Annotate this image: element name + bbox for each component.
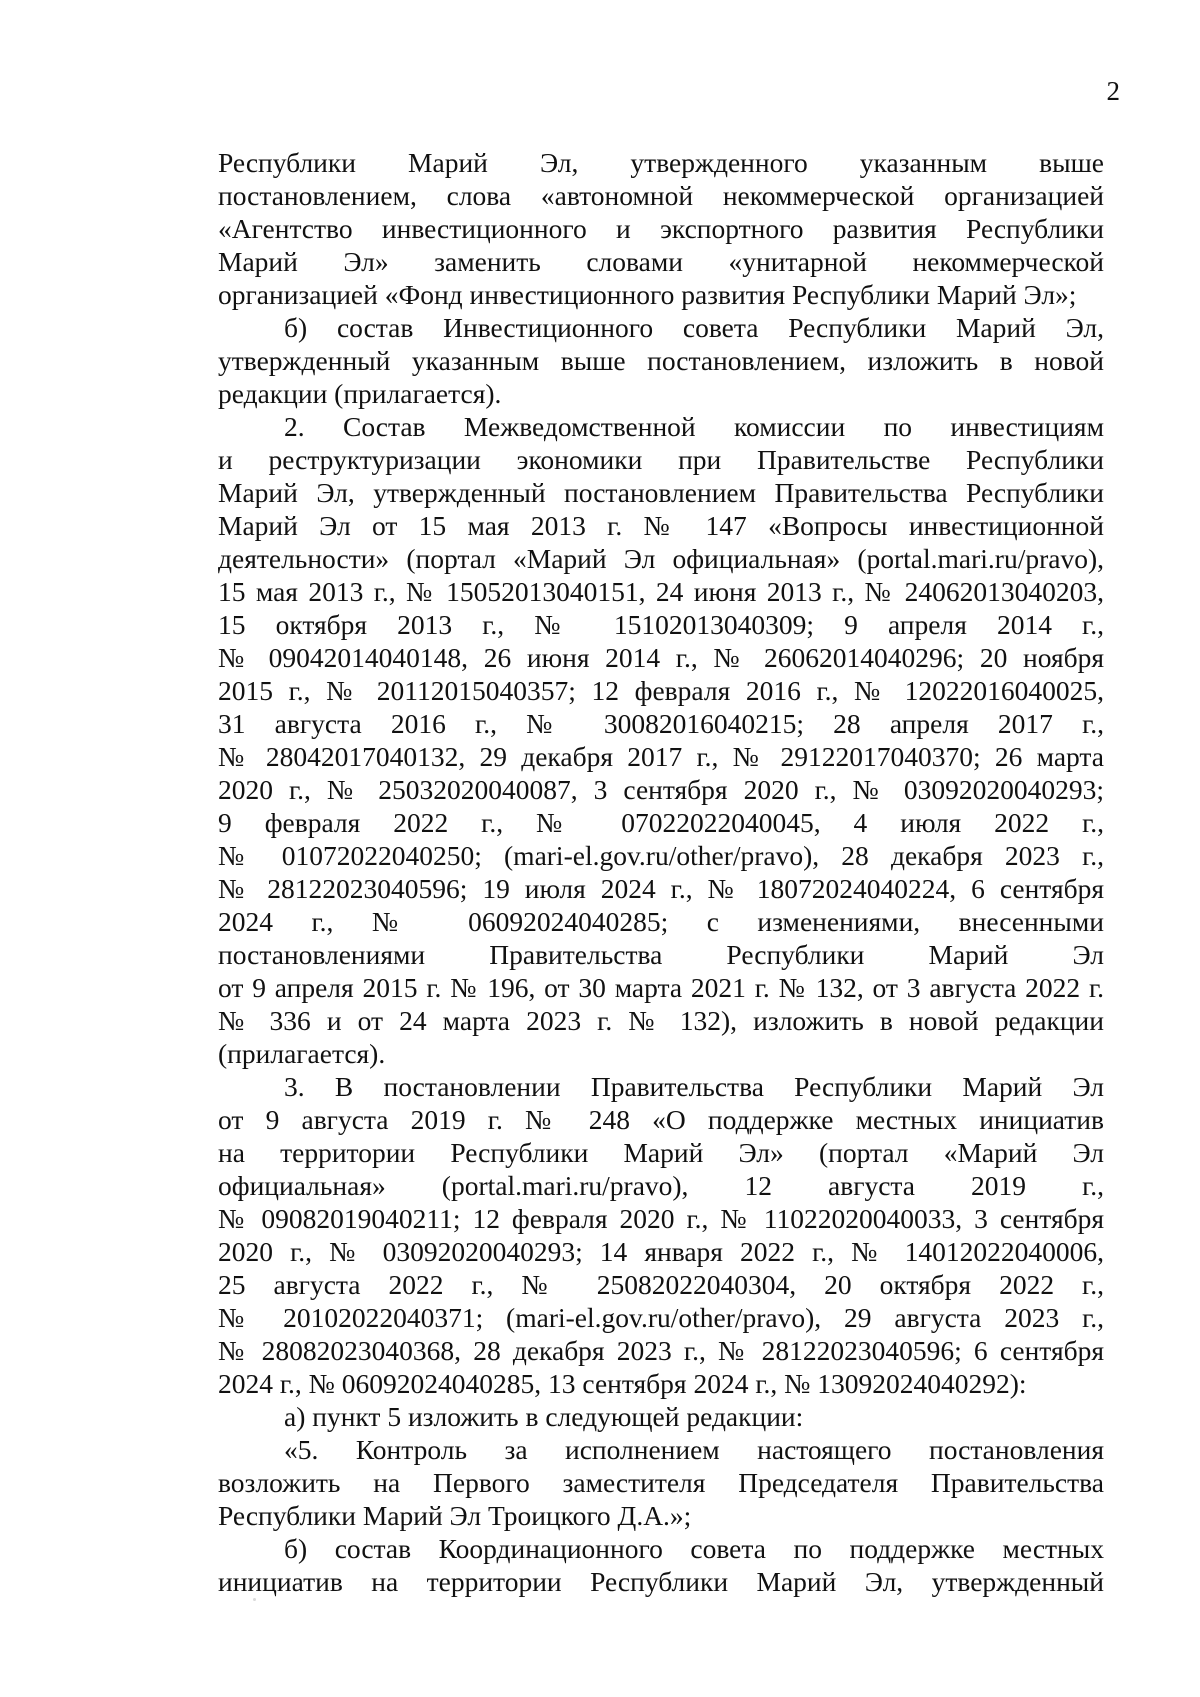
text-line: возложить на Первого заместителя Председателя Правительства xyxy=(218,1467,1104,1498)
text-line: № 28042017040132, 29 декабря 2017 г., № 29122017040370; 26 марта xyxy=(218,741,1104,772)
text-line: официальная» (portal.mari.ru/pravo), 12 августа 2019 г., xyxy=(218,1170,1104,1201)
text-line: Марий Эл» заменить словами «унитарной некоммерческой xyxy=(218,246,1104,277)
scan-speck xyxy=(253,1598,256,1601)
text-line: б) состав Координационного совета по поддержке местных xyxy=(284,1533,1104,1564)
text-line: Республики Марий Эл, утвержденного указанным выше xyxy=(218,147,1104,178)
text-line: № 28082023040368, 28 декабря 2023 г., № 28122023040596; 6 сентября xyxy=(218,1335,1104,1366)
document-body xyxy=(218,146,1104,1598)
text-line: Марий Эл от 15 мая 2013 г. № 147 «Вопросы инвестиционной xyxy=(218,510,1104,541)
text-line: 2024 г., № 06092024040285, 13 сентября 2024 г., № 13092024040292): xyxy=(218,1368,1027,1399)
text-line: № 28122023040596; 19 июля 2024 г., № 18072024040224, 6 сентября xyxy=(218,873,1104,904)
text-line: № 336 и от 24 марта 2023 г. № 132), изложить в новой редакции xyxy=(218,1005,1104,1036)
page-number: 2 xyxy=(1106,76,1120,106)
text-line: (прилагается). xyxy=(218,1038,386,1069)
text-line: 3. В постановлении Правительства Республики Марий Эл xyxy=(284,1071,1104,1102)
text-line: организацией «Фонд инвестиционного развития Республики Марий Эл»; xyxy=(218,279,1077,310)
text-line: № 09042014040148, 26 июня 2014 г., № 26062014040296; 20 ноября xyxy=(218,642,1104,673)
text-line: 25 августа 2022 г., № 25082022040304, 20 октября 2022 г., xyxy=(218,1269,1104,1300)
text-line: постановлениями Правительства Республики Марий Эл xyxy=(218,939,1104,970)
text-line: постановлением, слова «автономной некоммерческой организацией xyxy=(218,180,1104,211)
text-line: Марий Эл, утвержденный постановлением Правительства Республики xyxy=(218,477,1104,508)
text-line: б) состав Инвестиционного совета Республики Марий Эл, xyxy=(284,312,1104,343)
text-line: 2024 г., № 06092024040285; с изменениями, внесенными xyxy=(218,906,1104,937)
text-line: Республики Марий Эл Троицкого Д.А.»; xyxy=(218,1500,692,1531)
text-line: 15 октября 2013 г., № 15102013040309; 9 апреля 2014 г., xyxy=(218,609,1104,640)
text-line: «Агентство инвестиционного и экспортного развития Республики xyxy=(218,213,1104,244)
text-line: от 9 апреля 2015 г. № 196, от 30 марта 2021 г. № 132, от 3 августа 2022 г. xyxy=(218,972,1104,1003)
text-line: от 9 августа 2019 г. № 248 «О поддержке местных инициатив xyxy=(218,1104,1104,1135)
text-line: № 20102022040371; (mari-el.gov.ru/other/pravo), 29 августа 2023 г., xyxy=(218,1302,1104,1333)
text-line: «5. Контроль за исполнением настоящего постановления xyxy=(284,1434,1104,1465)
text-line: 2. Состав Межведомственной комиссии по инвестициям xyxy=(284,411,1104,442)
text-line: 2020 г., № 25032020040087, 3 сентября 2020 г., № 03092020040293; xyxy=(218,774,1104,805)
text-line: деятельности» (портал «Марий Эл официальная» (portal.mari.ru/pravo), xyxy=(218,543,1104,574)
text-line: на территории Республики Марий Эл» (портал «Марий Эл xyxy=(218,1137,1104,1168)
text-line: 2020 г., № 03092020040293; 14 января 2022 г., № 14012022040006, xyxy=(218,1236,1104,1267)
text-line: № 01072022040250; (mari-el.gov.ru/other/pravo), 28 декабря 2023 г., xyxy=(218,840,1104,871)
text-line: редакции (прилагается). xyxy=(218,378,502,409)
text-line: 9 февраля 2022 г., № 07022022040045, 4 июля 2022 г., xyxy=(218,807,1104,838)
text-line: 31 августа 2016 г., № 30082016040215; 28 апреля 2017 г., xyxy=(218,708,1104,739)
text-line: инициатив на территории Республики Марий Эл, утвержденный xyxy=(218,1566,1104,1597)
text-line: 15 мая 2013 г., № 15052013040151, 24 июня 2013 г., № 24062013040203, xyxy=(218,576,1104,607)
text-line: и реструктуризации экономики при Правительстве Республики xyxy=(218,444,1104,475)
text-line: а) пункт 5 изложить в следующей редакции: xyxy=(284,1401,804,1432)
text-line: утвержденный указанным выше постановлением, изложить в новой xyxy=(218,345,1104,376)
text-line: 2015 г., № 20112015040357; 12 февраля 2016 г., № 12022016040025, xyxy=(218,675,1104,706)
text-line: № 09082019040211; 12 февраля 2020 г., № 11022020040033, 3 сентября xyxy=(218,1203,1104,1234)
